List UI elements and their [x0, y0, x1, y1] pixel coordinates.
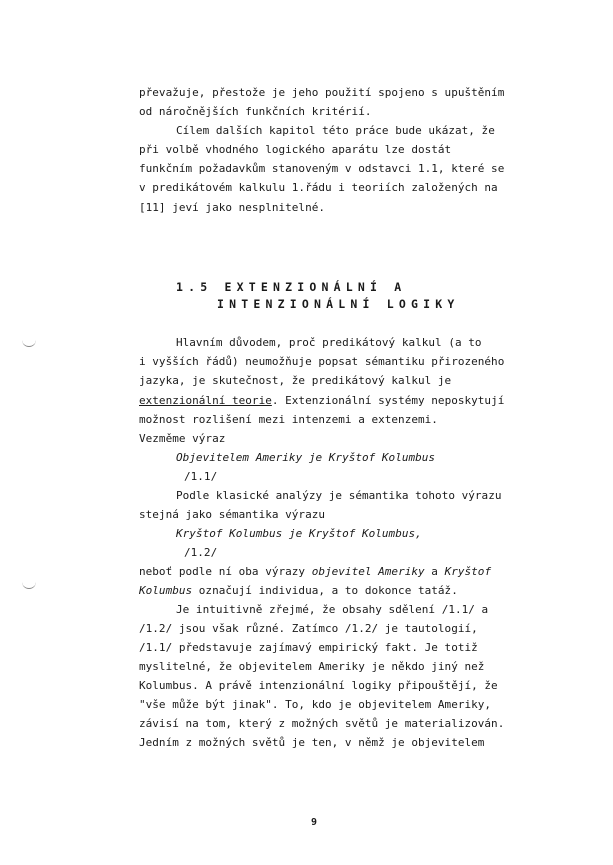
- example-number: /1.2/: [184, 546, 218, 559]
- example-sentence: Objevitelem Ameriky je Kryštof Kolumbus: [176, 451, 436, 464]
- text-line: extenzionální teorie. Extenzionální systémy neposkytují: [139, 394, 505, 407]
- text-line: Vezměme výraz: [139, 432, 226, 445]
- text-line: i vyšších řádů) neumožňuje popsat sémantiku přirozeného: [139, 355, 505, 368]
- punch-hole-mark: [22, 582, 36, 589]
- text-line: /1.1/ představuje zajímavý empirický fakt. Je totiž: [139, 641, 478, 654]
- text-line: myslitelné, že objevitelem Ameriky je někdo jiný než: [139, 660, 485, 673]
- text-line: Je intuitivně zřejmé, že obsahy sdělení /1.1/ a: [176, 603, 489, 616]
- punch-hole-mark: [22, 340, 36, 347]
- text-line: Cílem dalších kapitol této práce bude ukázat, že: [176, 124, 495, 137]
- text-line: "vše může být jinak". To, kdo je objevitelem Ameriky,: [139, 698, 492, 711]
- text-line: Hlavním důvodem, proč predikátový kalkul (a to: [176, 336, 482, 349]
- text-line: jazyka, je skutečnost, že predikátový kalkul je: [139, 374, 452, 387]
- example-sentence: Kryštof Kolumbus je Kryštof Kolumbus,: [176, 527, 422, 540]
- example-number: /1.1/: [184, 470, 218, 483]
- text-line: možnost rozlišení mezi intenzemi a extenzemi.: [139, 413, 438, 426]
- underlined-term: extenzionální teorie: [139, 394, 272, 407]
- text-line: Kolumbus. A právě intenzionální logiky připouštějí, že: [139, 679, 498, 692]
- section-heading: 1.5 EXTENZIONÁLNÍ A: [176, 280, 407, 294]
- text-line: funkčním požadavkům stanoveným v odstavci 1.1, které se: [139, 162, 505, 175]
- text-line: závisí na tom, který z možných světů je materializován.: [139, 717, 505, 730]
- text-line: převažuje, přestože je jeho použití spojeno s upuštěním: [139, 86, 505, 99]
- section-heading: INTENZIONÁLNÍ LOGIKY: [217, 297, 460, 311]
- text-line: /1.2/ jsou však různé. Zatímco /1.2/ je tautologií,: [139, 622, 478, 635]
- text-line: neboť podle ní oba výrazy objevitel Ameriky a Kryštof: [139, 565, 492, 578]
- text-line: Jedním z možných světů je ten, v němž je objevitelem: [139, 736, 485, 749]
- text-line: v predikátovém kalkulu 1.řádu i teoriích založených na: [139, 181, 498, 194]
- text-line: [11] jeví jako nesplnitelné.: [139, 201, 325, 214]
- text-line: od náročnějších funkčních kritérií.: [139, 105, 372, 118]
- text-line: Podle klasické analýzy je sémantika tohoto výrazu: [176, 489, 502, 502]
- page-number: 9: [311, 817, 318, 828]
- text-line: stejná jako sémantika výrazu: [139, 508, 325, 521]
- text-line: Kolumbus označují individua, a to dokonce tatáž.: [139, 584, 458, 597]
- text-line: při volbě vhodného logického aparátu lze dostát: [139, 143, 452, 156]
